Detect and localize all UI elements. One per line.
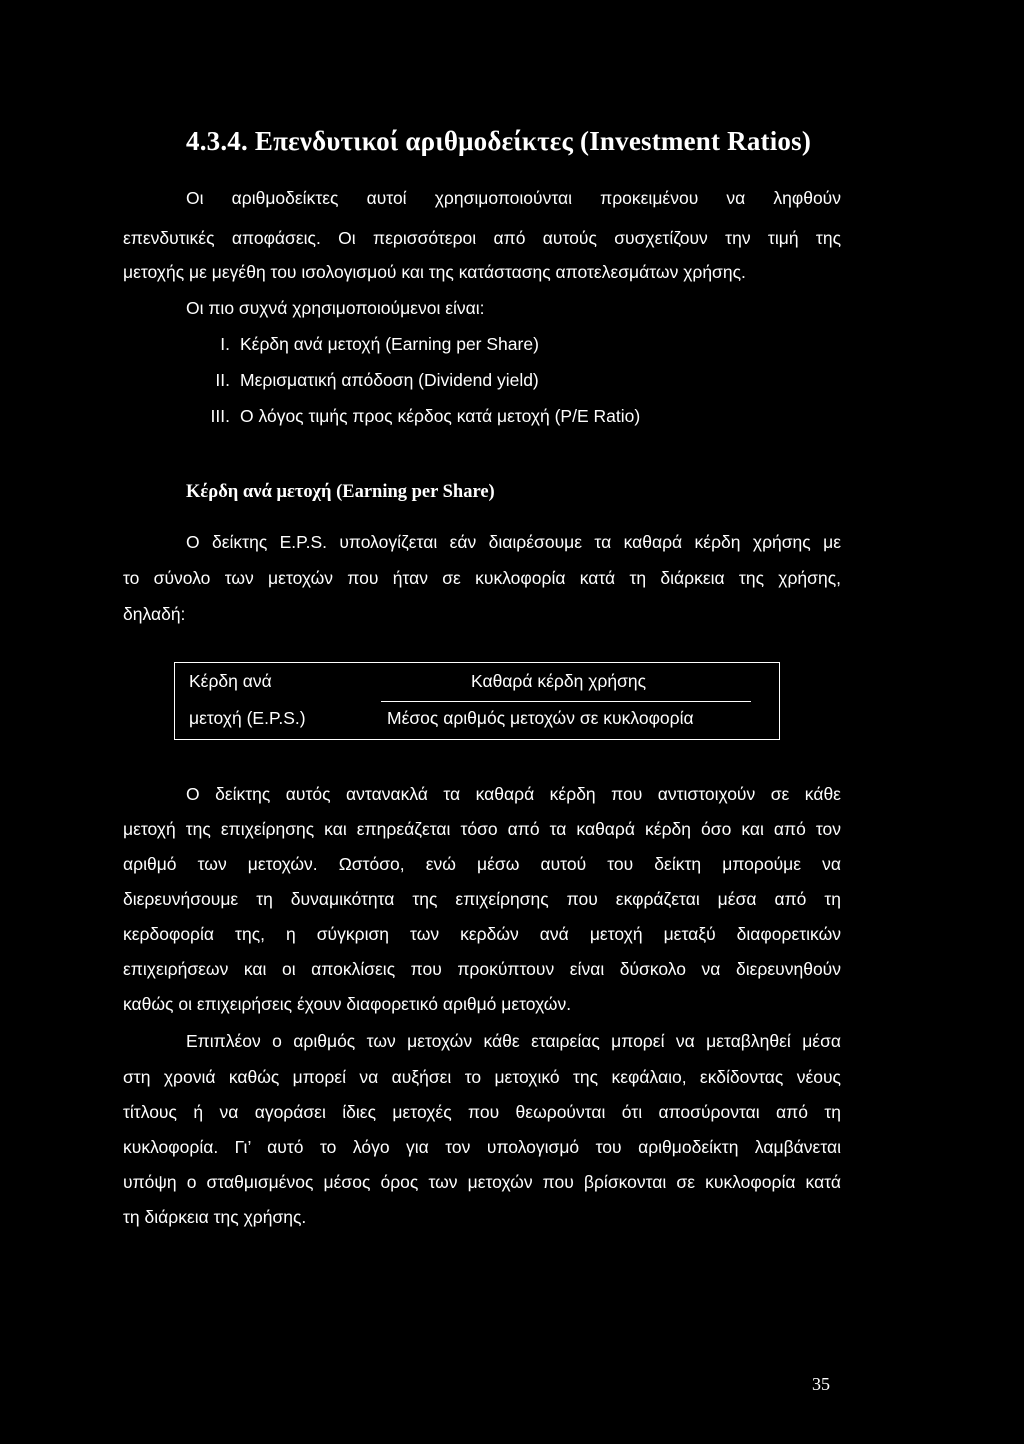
formula-denominator: Μέσος αριθμός μετοχών σε κυκλοφορία xyxy=(387,708,694,728)
eps-line-1: Ο δείκτης E.P.S. υπολογίζεται εάν διαιρέσουμε τα καθαρά κέρδη χρήσης με xyxy=(186,532,841,552)
para2-line-6: επιχειρήσεων και οι αποκλίσεις που προκύπτουν είναι δύσκολο να διερευνηθούν xyxy=(123,959,841,979)
list-intro: Οι πιο συχνά χρησιμοποιούμενοι είναι: xyxy=(186,298,485,318)
list-item-text: Κέρδη ανά μετοχή (Earning per Share) xyxy=(240,334,539,354)
list-item xyxy=(200,333,539,355)
eps-line-3: δηλαδή: xyxy=(123,604,186,624)
list-item-number: III. xyxy=(210,406,230,426)
para3-line-4: κυκλοφορία. Γι’ αυτό το λόγο για τον υπολογισμό του αριθμοδείκτη λαμβάνεται xyxy=(123,1137,841,1157)
para3-line-2: στη χρονιά καθώς μπορεί να αυξήσει το μετοχικό της κεφάλαιο, εκδίδοντας νέους xyxy=(123,1067,841,1087)
eps-formula-box xyxy=(174,662,780,740)
list-item-text: Μερισματική απόδοση (Dividend yield) xyxy=(240,370,539,390)
para2-line-2: μετοχή της επιχείρησης και επηρεάζεται τόσο από τα καθαρά κέρδη όσο και από τον xyxy=(123,819,841,839)
list-item-text: Ο λόγος τιμής προς κέρδος κατά μετοχή (P/E Ratio) xyxy=(240,406,641,426)
formula-label-line-2: μετοχή (E.P.S.) xyxy=(189,708,306,728)
para3-line-5: υπόψη ο σταθμισμένος μέσος όρος των μετοχών που βρίσκονται σε κυκλοφορία κατά xyxy=(123,1172,841,1192)
eps-line-2: το σύνολο των μετοχών που ήταν σε κυκλοφορία κατά τη διάρκεια της χρήσης, xyxy=(123,568,841,588)
formula-numerator: Καθαρά κέρδη χρήσης xyxy=(471,671,647,691)
list-item xyxy=(200,405,640,427)
intro-line-1: Οι αριθμοδείκτες αυτοί χρησιμοποιούνται προκειμένου να ληφθούν xyxy=(186,188,841,208)
para3-line-6: τη διάρκεια της χρήσης. xyxy=(123,1207,307,1227)
para3-line-1: Επιπλέον ο αριθμός των μετοχών κάθε εταιρείας μπορεί να μεταβληθεί μέσα xyxy=(186,1031,841,1051)
list-item-number: I. xyxy=(220,334,230,354)
para3-line-3: τίτλους ή να αγοράσει ίδιες μετοχές που θεωρούνται ότι αποσύρονται από τη xyxy=(123,1102,841,1122)
page-number: 35 xyxy=(812,1374,830,1394)
para2-line-7: καθώς οι επιχειρήσεις έχουν διαφορετικό αριθμό μετοχών. xyxy=(123,994,572,1014)
para2-line-4: διερευνήσουμε τη δυναμικότητα της επιχείρησης που εκφράζεται μέσα από τη xyxy=(123,889,841,909)
intro-line-2: επενδυτικές αποφάσεις. Οι περισσότεροι από αυτούς συσχετίζουν την τιμή της xyxy=(123,228,841,248)
para2-line-1: Ο δείκτης αυτός αντανακλά τα καθαρά κέρδη που αντιστοιχούν σε κάθε xyxy=(186,784,841,804)
para2-line-5: κερδοφορία της, η σύγκριση των κερδών ανά μετοχή μεταξύ διαφορετικών xyxy=(123,924,841,944)
subsection-heading: Κέρδη ανά μετοχή (Earning per Share) xyxy=(186,482,495,502)
para2-line-3: αριθμό των μετοχών. Ωστόσο, ενώ μέσω αυτού του δείκτη μπορούμε να xyxy=(123,854,841,874)
intro-line-3: μετοχής με μεγέθη του ισολογισμού και της κατάστασης αποτελεσμάτων χρήσης. xyxy=(123,262,746,282)
formula-label-line-1: Κέρδη ανά xyxy=(189,671,272,691)
list-item-number: II. xyxy=(215,370,230,390)
fraction-bar xyxy=(381,701,751,702)
list-item xyxy=(200,369,539,391)
section-heading: 4.3.4. Επενδυτικοί αριθμοδείκτες (Investment Ratios) xyxy=(186,126,812,156)
